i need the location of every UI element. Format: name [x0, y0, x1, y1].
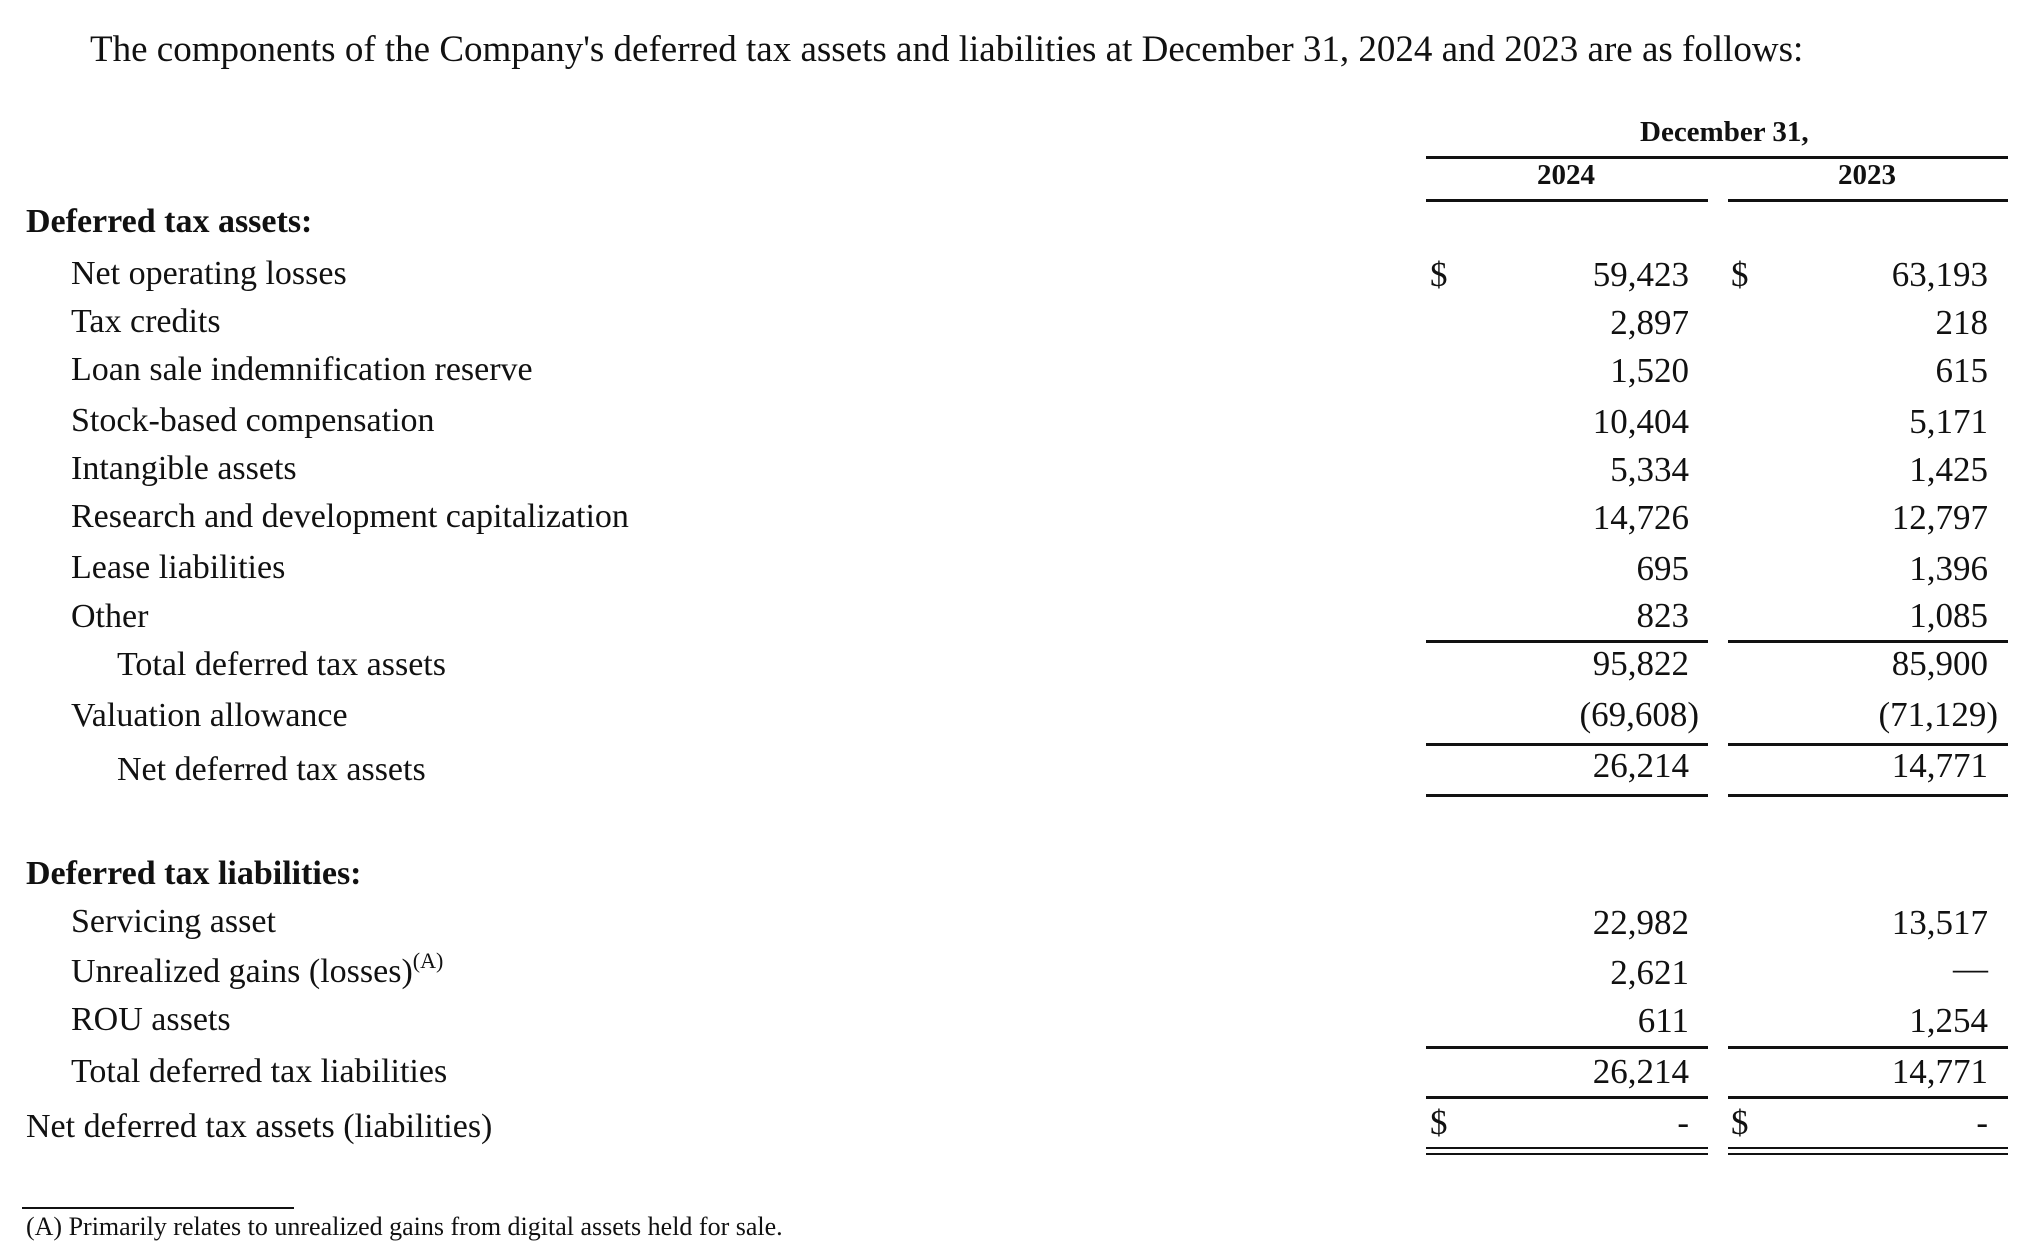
valuation-allowance-2024: (69,608): [1579, 695, 1699, 734]
total-assets-label: Total deferred tax assets: [117, 646, 446, 683]
total-assets-2023: 85,900: [1891, 644, 1988, 683]
footnote-separator: [22, 1207, 294, 1209]
header-underline-2024: [1426, 199, 1708, 202]
value-2024: 5,334: [1610, 450, 1689, 489]
value-2024: 22,982: [1592, 903, 1689, 942]
value-2023: 1,254: [1909, 1001, 1988, 1040]
currency-symbol: $: [1731, 255, 1749, 294]
row-label: Intangible assets: [71, 450, 297, 487]
row-label: Servicing asset: [71, 903, 276, 940]
value-2023: —: [1953, 949, 1988, 988]
value-2024: 1,520: [1610, 351, 1689, 390]
net-assets-2023: 14,771: [1891, 746, 1988, 785]
footnote-ref: (A): [412, 948, 444, 973]
value-2023: 1,396: [1909, 549, 1988, 588]
value-2023: 12,797: [1891, 498, 1988, 537]
net-assets-label: Net deferred tax assets: [117, 751, 426, 788]
value-2023: 63,193: [1891, 255, 1988, 294]
column-header-2024: 2024: [1537, 159, 1595, 191]
total-rule-2024: [1426, 1096, 1708, 1099]
assets-heading: Deferred tax assets:: [26, 203, 313, 240]
total-liabilities-2024: 26,214: [1592, 1052, 1689, 1091]
value-2024: 59,423: [1592, 255, 1689, 294]
row-label: [71, 948, 444, 991]
value-2024: 695: [1636, 549, 1689, 588]
net-bottom-rule-2023: [1728, 794, 2008, 797]
value-2023: 1,425: [1909, 450, 1988, 489]
header-underline-2023: [1728, 199, 2008, 202]
net-assets-2024: 26,214: [1592, 746, 1689, 785]
value-2024: 2,897: [1610, 303, 1689, 342]
value-2024: 611: [1637, 1001, 1689, 1040]
period-header: December 31,: [1640, 116, 1809, 148]
row-label: Tax credits: [71, 303, 221, 340]
net-position-2023: -: [1976, 1103, 1988, 1142]
value-2023: 5,171: [1909, 402, 1988, 441]
currency-symbol: $: [1430, 1103, 1448, 1142]
row-label: Loan sale indemnification reserve: [71, 351, 533, 388]
column-header-2023: 2023: [1838, 159, 1896, 191]
total-assets-2024: 95,822: [1592, 644, 1689, 683]
total-liabilities-2023: 14,771: [1891, 1052, 1988, 1091]
value-2024: 2,621: [1610, 953, 1689, 992]
value-2023: 1,085: [1909, 596, 1988, 635]
row-label: Lease liabilities: [71, 549, 286, 586]
valuation-allowance-label: Valuation allowance: [71, 697, 348, 734]
total-liabilities-label: Total deferred tax liabilities: [71, 1053, 448, 1090]
subtotal-rule-2024: [1426, 640, 1708, 643]
subtotal-rule-2023: [1728, 640, 2008, 643]
currency-symbol: $: [1731, 1103, 1749, 1142]
liabilities-rule-2024: [1426, 1046, 1708, 1049]
row-label: Other: [71, 598, 149, 635]
value-2024: 14,726: [1592, 498, 1689, 537]
value-2024: 823: [1636, 596, 1689, 635]
intro-text: The components of the Company's deferred tax assets and liabilities at December 31, 2024 and 2023 are as follows:: [90, 29, 1804, 70]
row-label: Research and development capitalization: [71, 498, 629, 535]
row-label: Net operating losses: [71, 255, 347, 292]
net-position-label: Net deferred tax assets (liabilities): [26, 1108, 493, 1145]
net-position-2024: -: [1677, 1103, 1689, 1142]
net-bottom-rule-2024: [1426, 794, 1708, 797]
value-2023: 13,517: [1891, 903, 1988, 942]
row-label: Stock-based compensation: [71, 402, 435, 439]
period-underline: [1426, 156, 2008, 159]
value-2024: 10,404: [1592, 402, 1689, 441]
liabilities-rule-2023: [1728, 1046, 2008, 1049]
value-2023: 615: [1935, 351, 1988, 390]
value-2023: 218: [1935, 303, 1988, 342]
total-rule-2023: [1728, 1096, 2008, 1099]
currency-symbol: $: [1430, 255, 1448, 294]
valuation-allowance-2023: (71,129): [1878, 695, 1998, 734]
double-rule-2023: [1728, 1147, 2008, 1155]
liabilities-heading: Deferred tax liabilities:: [26, 855, 362, 892]
row-label: ROU assets: [71, 1001, 231, 1038]
row-label-text: Unrealized gains (losses): [71, 953, 413, 990]
double-rule-2024: [1426, 1147, 1708, 1155]
footnote-text: (A) Primarily relates to unrealized gains from digital assets held for sale.: [26, 1212, 783, 1241]
